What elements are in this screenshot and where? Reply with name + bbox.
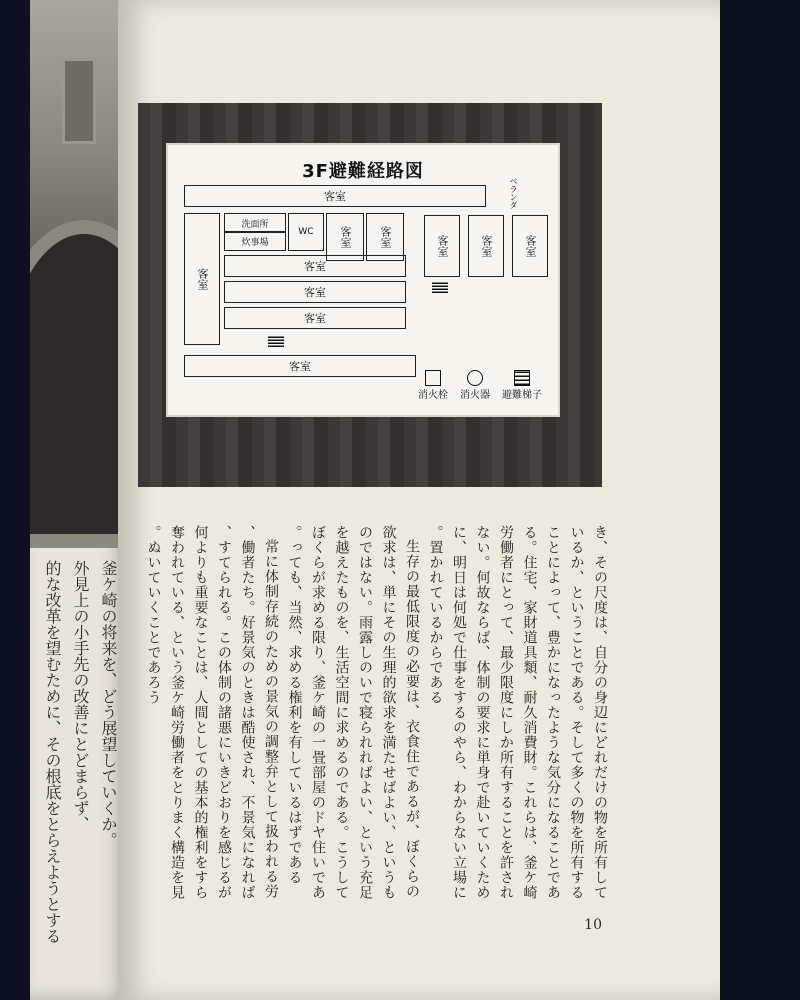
- room-row-3: 客室: [224, 307, 406, 329]
- wc-label: WC: [288, 213, 324, 251]
- room-top: 客室: [184, 185, 486, 207]
- body-text-column: に、明日は何処で仕事をするのやら、わからない立場に: [451, 525, 467, 900]
- wall-plaque: [62, 58, 96, 144]
- evacuation-sign: [166, 143, 560, 417]
- ladder-icon: [514, 370, 530, 386]
- room-left: 客室: [184, 213, 220, 345]
- body-text-column: 労働者にとって、最少限度にしか所有することを許され: [498, 525, 514, 900]
- body-text-column: いるか、ということである。そして多くの物を所有する: [568, 525, 585, 900]
- body-text-column: 奪われている、という釜ケ崎労働者をとりまく構造を見: [169, 525, 185, 900]
- stone-arch: [30, 220, 130, 548]
- body-text-column: を越えたものを、生活空間に求めるのである。こうして: [333, 525, 350, 900]
- stairs-icon: [432, 281, 448, 293]
- body-text-column: ぬいていくことであろう。: [145, 525, 162, 705]
- left-text-column: 釜ケ崎の将来を、どう展望していくか。: [99, 560, 118, 848]
- stairs-icon: [268, 335, 284, 347]
- sign-title: 3F避難経路図: [302, 161, 424, 182]
- room-right-1: 客室: [424, 215, 460, 277]
- legend-hydrant: 消火栓: [418, 370, 448, 401]
- room-right-2: 客室: [468, 215, 504, 277]
- left-text-column: 的な改革を望むために、その根底をとらえようとする: [43, 560, 62, 944]
- page-number: 10: [584, 917, 602, 933]
- right-page: [118, 0, 720, 1000]
- body-text-column: ない。何故ならば、体制の要求に単身で赴いていくため: [474, 525, 491, 900]
- body-text-column: ぼくらが求める限り、釜ケ崎の一畳部屋のドヤ住いであ: [310, 525, 326, 900]
- washroom-label: 洗面所: [224, 213, 286, 233]
- body-text-column: っても、当然、求める権利を有しているはずである。: [286, 525, 303, 885]
- extinguisher-icon: [467, 370, 483, 386]
- body-text: [128, 525, 608, 945]
- legend-extinguisher: 消火器: [460, 370, 490, 401]
- hydrant-icon: [425, 370, 441, 386]
- body-text-column: き、その尺度は、自分の身辺にどれだけの物を所有して: [592, 525, 608, 900]
- body-text-column: ことによって、豊かになったような気分になることであ: [545, 525, 561, 900]
- room-mid-1: 客室: [326, 213, 364, 261]
- body-text-column: 欲求は、単にその生理的欲求を満たせばよい、というも: [380, 525, 397, 900]
- body-text-column: 働者たち。好景気のときは酷使され、不景気になれば、: [239, 525, 256, 900]
- veranda-label: ベランダ: [509, 177, 518, 209]
- body-text-column: る。住宅、家財道具類、耐久消費財。これらは、釜ケ崎: [521, 525, 538, 900]
- body-text-column: 常に体制存続のための景気の調整弁として扱われる労: [263, 539, 279, 899]
- left-page: [30, 0, 130, 1000]
- kitchen-label: 炊事場: [224, 231, 286, 251]
- room-bottom: 客室: [184, 355, 416, 377]
- left-text-column: 外見上の小手先の改善にとどまらず、: [71, 560, 90, 832]
- body-text-column: 生存の最低限度の必要は、衣食住であるが、ぼくらの: [404, 539, 420, 899]
- body-text-column: 何よりも重要なことは、人間としての基本的権利をすら: [192, 525, 209, 900]
- body-text-column: 置かれているからである。: [427, 525, 444, 705]
- legend-ladder: 避難梯子: [502, 370, 542, 401]
- room-row-1: 客室: [224, 255, 406, 277]
- evacuation-map-photo: [138, 103, 602, 487]
- room-right-3: 客室: [512, 215, 548, 277]
- body-text-column: すてられる。この体制の諸悪にいきどおりを感じるが、: [216, 525, 232, 900]
- room-row-2: 客室: [224, 281, 406, 303]
- left-page-photo: [30, 0, 130, 500]
- room-mid-2: 客室: [366, 213, 404, 261]
- left-page-text: [30, 520, 130, 1000]
- body-text-column: のではない。雨露しのいで寝られればよい、という充足: [357, 525, 373, 900]
